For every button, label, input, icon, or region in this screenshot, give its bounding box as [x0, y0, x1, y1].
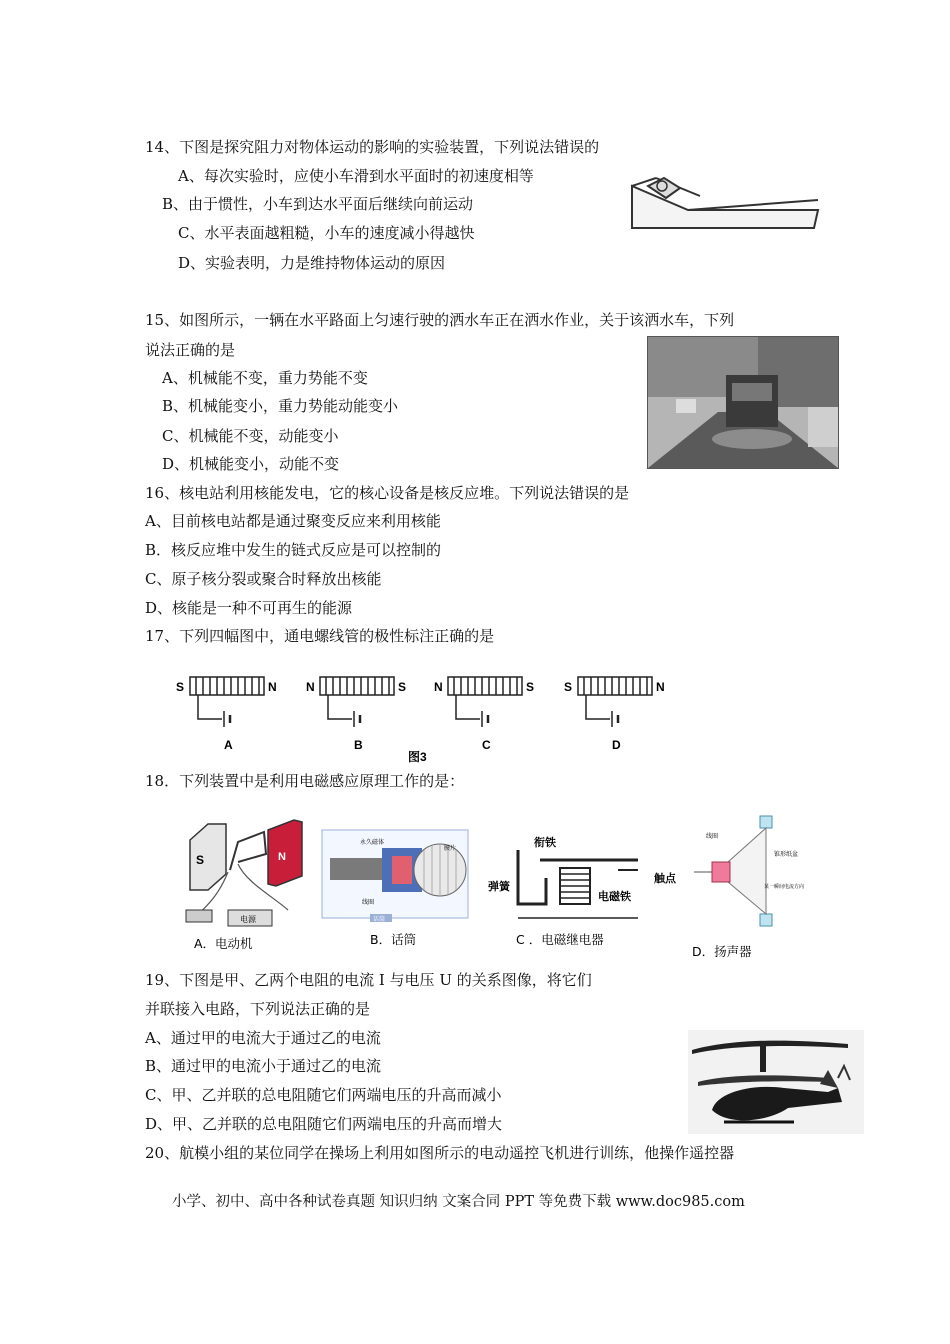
- coil-b-label: B: [354, 738, 363, 752]
- q16-option-d: D、核能是一种不可再生的能源: [145, 599, 353, 617]
- q18-stem: 18．下列装置中是利用电磁感应原理工作的是：: [145, 772, 465, 790]
- q18-a-caption: A．电动机: [194, 936, 253, 951]
- page-footer: 小学、初中、高中各种试卷真题 知识归纳 文案合同 PPT 等免费下载 www.doc985.com: [172, 1194, 745, 1210]
- q15-option-d: D、机械能变小，动能不变: [162, 455, 340, 473]
- q18-b-coil-label: 线圈: [362, 899, 375, 906]
- q20-rc-helicopter-figure: [688, 1030, 864, 1134]
- q18-b-magnet-label: 永久磁体: [360, 839, 385, 846]
- q18-d-caption: D．扬声器: [692, 944, 752, 958]
- q19-stem-line2: 并联接入电路，下列说法正确的是: [145, 1000, 371, 1018]
- q18-c-armature-label: 衔铁: [534, 836, 556, 849]
- coil-c-left-pole: N: [434, 680, 443, 694]
- q15-sprinkler-truck-photo: [647, 336, 839, 469]
- coil-b-left-pole: N: [306, 680, 315, 694]
- q15-option-c: C、机械能不变，动能变小: [162, 427, 339, 445]
- q18-c-contact-label: 触点: [654, 872, 676, 885]
- q18-c-spring-label: 弹簧: [488, 880, 510, 893]
- q18-c-electromagnet-label: 电磁铁: [598, 890, 631, 903]
- q17-stem: 17、下列四幅图中，通电螺线管的极性标注正确的是: [145, 627, 495, 645]
- q17-figure-caption: 图3: [408, 750, 427, 764]
- coil-c: [434, 677, 534, 752]
- q18-b-diaphragm-label: 膜片: [444, 845, 457, 852]
- coil-d-label: D: [612, 738, 621, 752]
- coil-a-right-pole: N: [268, 680, 277, 694]
- q17-solenoid-figure: [170, 665, 670, 765]
- coil-d-left-pole: S: [564, 680, 573, 694]
- q14-option-c: C、水平表面越粗糙，小车的速度减小得越快: [178, 224, 475, 242]
- coil-a-label: A: [224, 738, 233, 752]
- q20-stem: 20、航模小组的某位同学在操场上利用如图所示的电动遥控飞机进行训练，他操作遥控器: [145, 1144, 735, 1162]
- q19-option-d: D、甲、乙并联的总电阻随它们两端电压的升高而增大: [145, 1115, 503, 1133]
- q15-stem-line1: 15、如图所示，一辆在水平路面上匀速行驶的洒水车正在洒水作业，关于该洒水车，下列: [145, 311, 735, 329]
- q18-b-caption: B．话筒: [370, 932, 417, 947]
- q14-option-b: B、由于惯性，小车到达水平面后继续向前运动: [162, 195, 474, 213]
- coil-b-right-pole: S: [398, 680, 407, 694]
- q18-relay-figure: [488, 832, 688, 952]
- q14-stem: 14、下图是探究阻力对物体运动的影响的实验装置，下列说法错误的: [145, 138, 600, 156]
- q14-ramp-apparatus-figure: [628, 172, 822, 238]
- q18-d-cone-label: 锥形纸盆: [774, 851, 799, 858]
- q19-option-a: A、通过甲的电流大于通过乙的电流: [145, 1029, 381, 1047]
- q18-d-current-label: 某一瞬间电流方向: [764, 884, 805, 890]
- q15-option-a: A、机械能不变，重力势能不变: [162, 369, 368, 387]
- coil-c-label: C: [482, 738, 491, 752]
- q15-option-b: B、机械能变小，重力势能动能变小: [162, 397, 399, 415]
- coil-d: [564, 677, 665, 752]
- coil-b: [306, 677, 406, 752]
- q18-a-s-pole: S: [196, 853, 205, 867]
- coil-a: [176, 677, 277, 752]
- q18-b-base-label: 话筒: [373, 916, 386, 923]
- q16-stem: 16、核电站利用核能发电，它的核心设备是核反应堆。下列说法错误的是: [145, 484, 630, 502]
- coil-c-right-pole: S: [526, 680, 535, 694]
- q19-option-c: C、甲、乙并联的总电阻随它们两端电压的升高而减小: [145, 1086, 502, 1104]
- q18-speaker-figure: [688, 812, 808, 958]
- q18-a-n-pole: N: [278, 851, 286, 863]
- q14-option-d: D、实验表明，力是维持物体运动的原因: [178, 254, 446, 272]
- q16-option-c: C、原子核分裂或聚合时释放出核能: [145, 570, 382, 588]
- q18-d-coil-label: 线圈: [706, 833, 719, 840]
- q16-option-b: B．核反应堆中发生的链式反应是可以控制的: [145, 541, 442, 559]
- q18-motor-figure: [176, 812, 324, 954]
- q16-option-a: A、目前核电站都是通过聚变反应来利用核能: [145, 512, 441, 530]
- q18-microphone-figure: [320, 828, 470, 954]
- coil-a-left-pole: S: [176, 680, 185, 694]
- q18-a-power-label: 电源: [240, 915, 256, 924]
- coil-d-right-pole: N: [656, 680, 665, 694]
- q19-option-b: B、通过甲的电流小于通过乙的电流: [145, 1057, 382, 1075]
- q18-c-caption: C ．电磁继电器: [516, 932, 604, 947]
- q19-stem-line1: 19、下图是甲、乙两个电阻的电流 I 与电压 U 的关系图像，将它们: [145, 971, 592, 989]
- q15-stem-line2: 说法正确的是: [145, 341, 236, 359]
- q14-option-a: A、每次实验时，应使小车滑到水平面时的初速度相等: [178, 167, 534, 185]
